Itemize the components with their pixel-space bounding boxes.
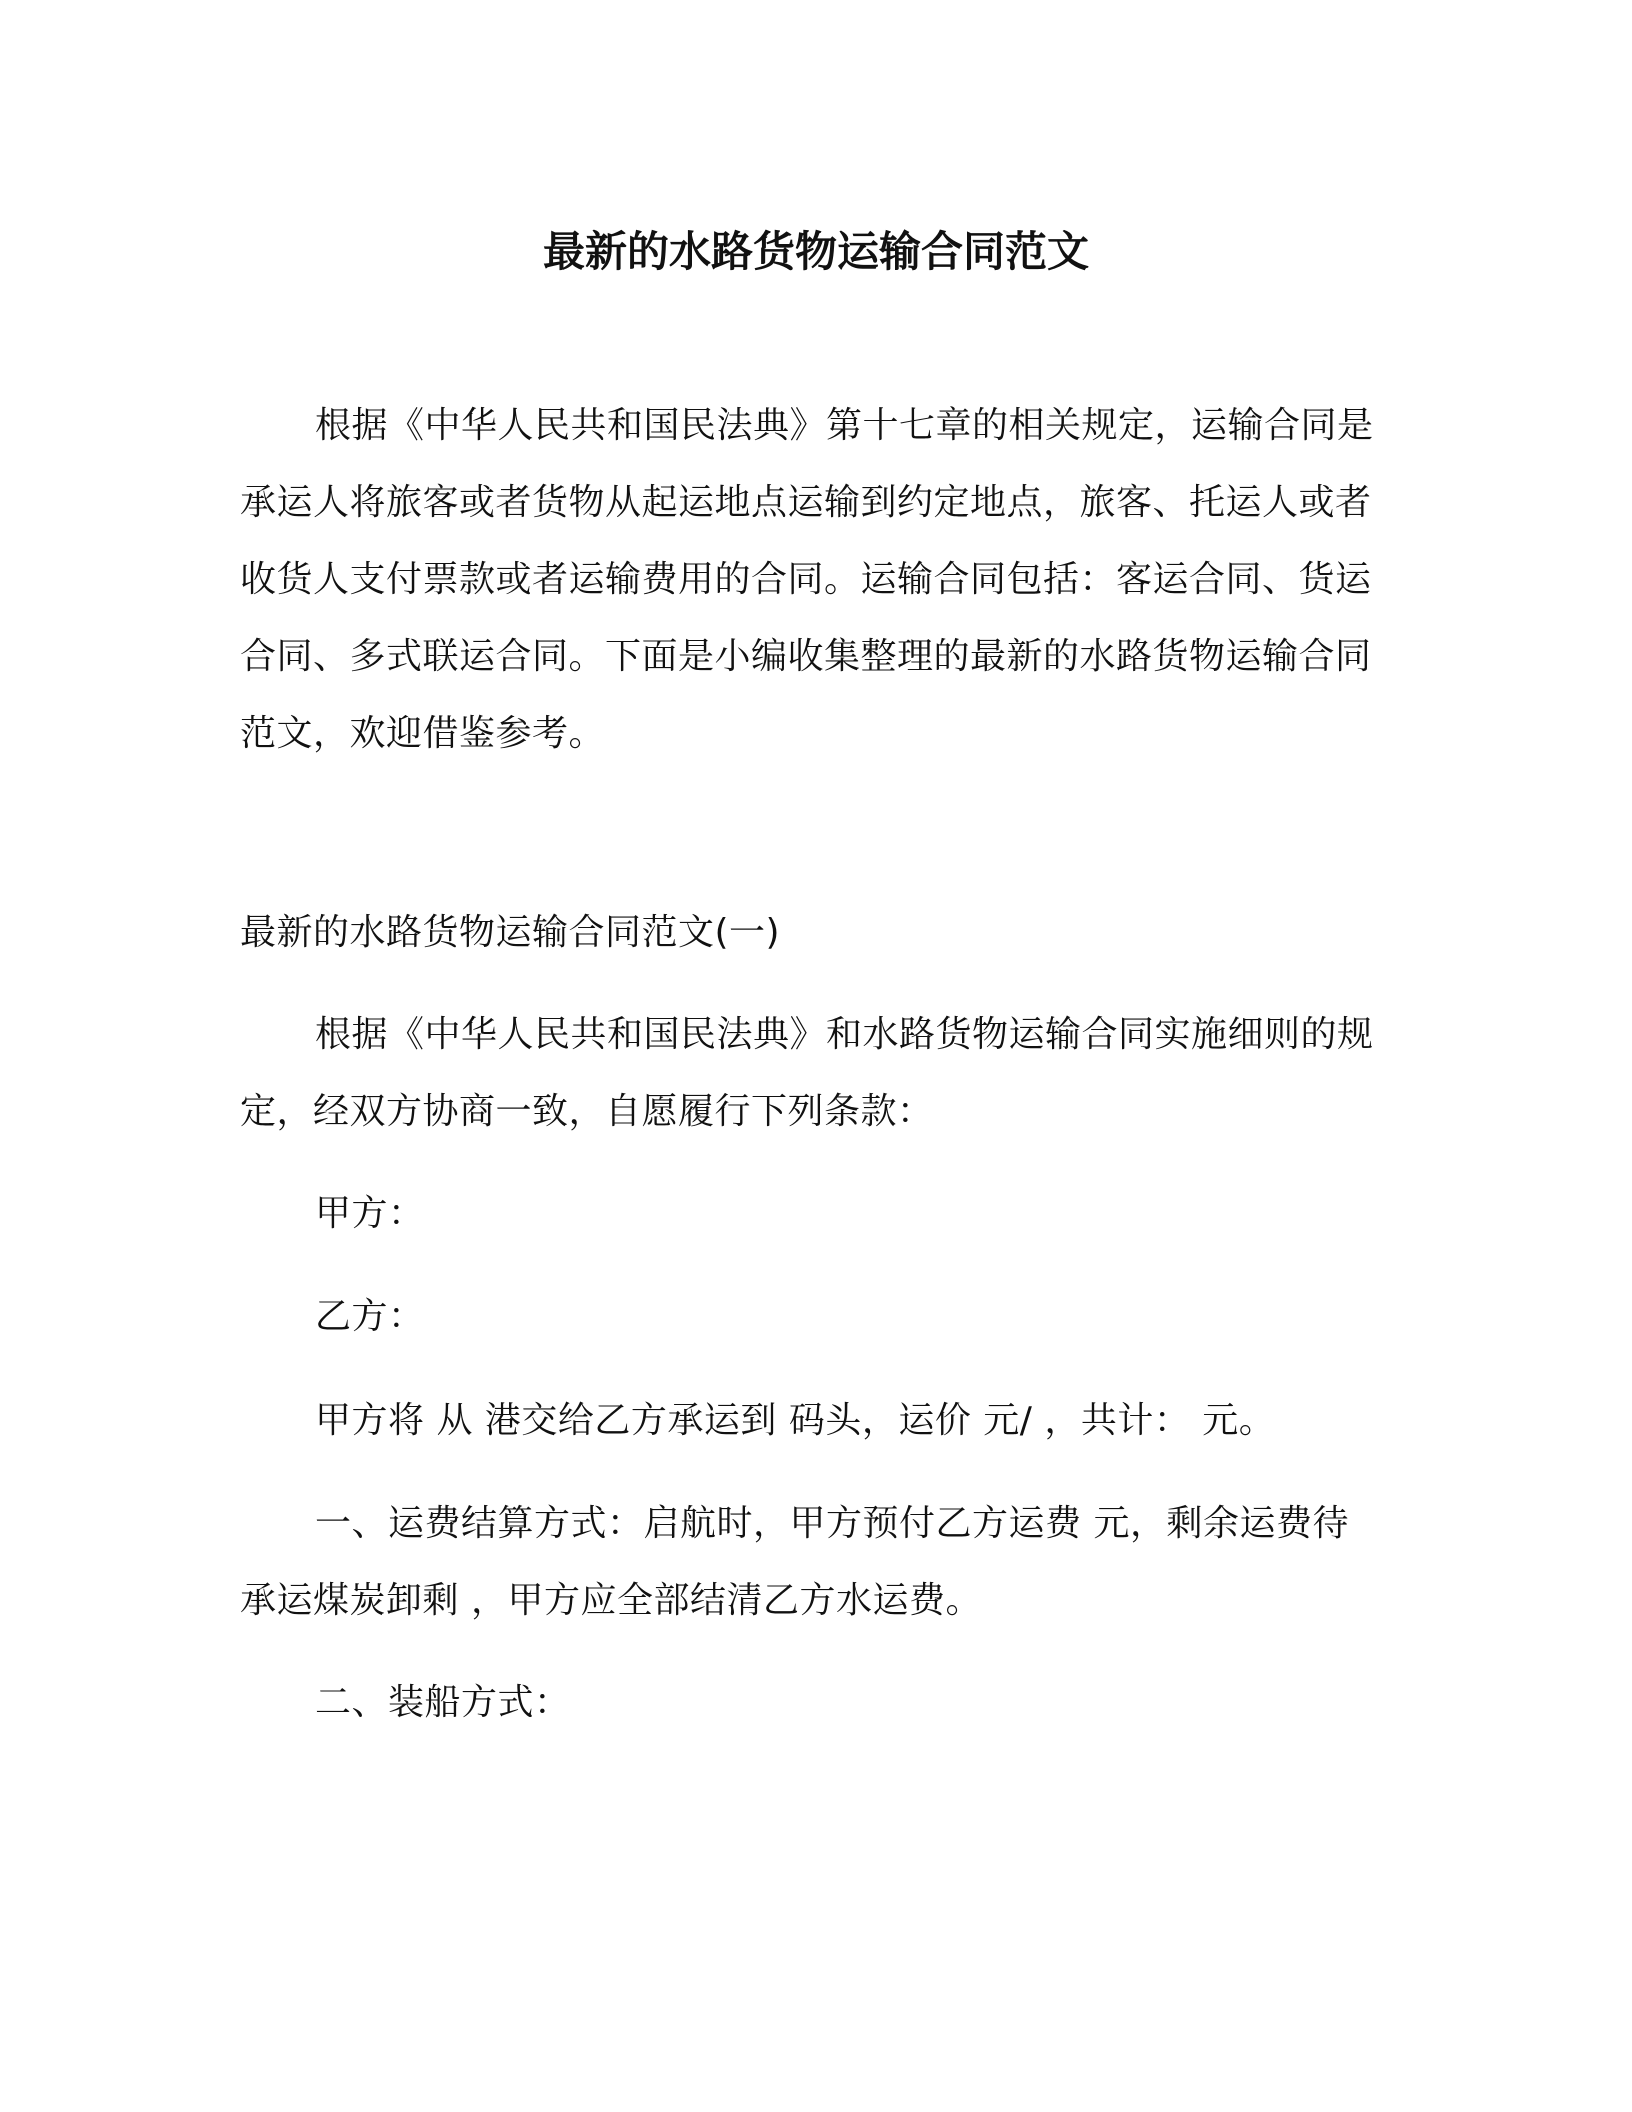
shipping-terms-line: 甲方将 从 港交给乙方承运到 码头，运价 元/ ，共计： 元。 — [315, 1400, 1276, 1441]
section-paragraph: 根据《中华人民共和国民法典》和水路货物运输合同实施细则的规定，经双方协商一致，自愿履行下列条款： — [240, 1014, 1374, 1132]
document-title: 最新的水路货物运输合同范文 — [542, 227, 1089, 276]
intro-paragraph: 根据《中华人民共和国民法典》第十七章的相关规定，运输合同是承运人将旅客或者货物从起运地点运输到约定地点，旅客、托运人或者收货人支付票款或者运输费用的合同。运输合同包括：客运合同、货运合同、多式联运合同。下面是小编收集整理的最新的水路货物运输合同范文，欢迎借鉴参考。 — [240, 405, 1374, 754]
party-a-line: 甲方： — [315, 1193, 425, 1234]
clause-1-paragraph: 一、运费结算方式：启航时，甲方预付乙方运费 元，剩余运费待承运煤炭卸剩 ，甲方应全部结清乙方水运费。 — [240, 1503, 1349, 1621]
section-heading: 最新的水路货物运输合同范文(一) — [240, 912, 781, 953]
party-b-line: 乙方： — [315, 1296, 425, 1337]
clause-2-line: 二、装船方式： — [315, 1682, 571, 1723]
